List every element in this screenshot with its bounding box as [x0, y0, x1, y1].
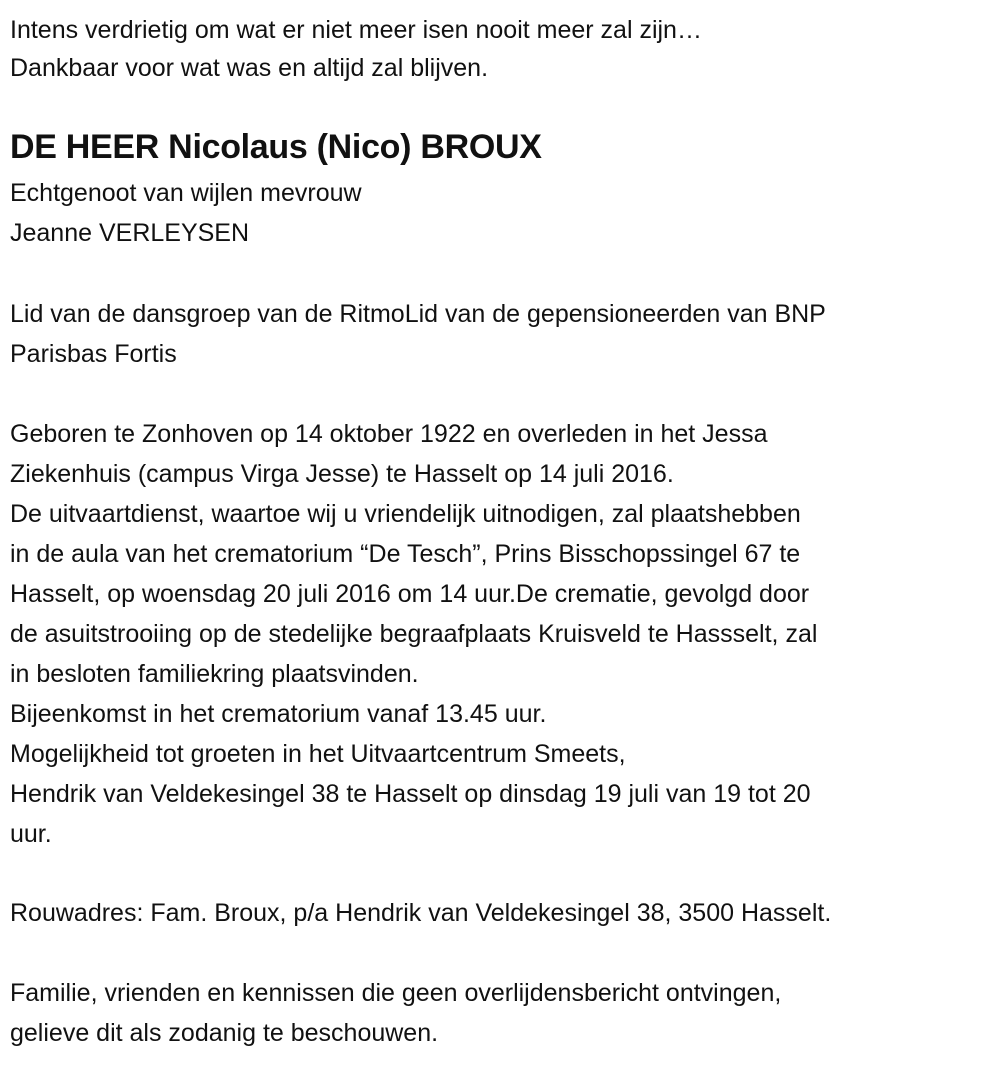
text-line: Echtgenoot van wijlen mevrouw	[10, 179, 362, 207]
text-line: Parisbas Fortis	[10, 340, 177, 368]
text-line: Hendrik van Veldekesingel 38 te Hasselt op dinsdag 19 juli van 19 tot 20	[10, 780, 811, 808]
text-line: in besloten familiekring plaatsvinden.	[10, 660, 419, 688]
text-line: Ziekenhuis (campus Virga Jesse) te Hasselt op 14 juli 2016.	[10, 460, 674, 488]
text-line: Familie, vrienden en kennissen die geen overlijdensbericht ontvingen,	[10, 979, 782, 1007]
text-line: Mogelijkheid tot groeten in het Uitvaartcentrum Smeets,	[10, 740, 626, 768]
text-line: in de aula van het crematorium “De Tesch”, Prins Bisschopssingel 67 te	[10, 540, 801, 568]
membership-text	[10, 294, 995, 374]
text-line: De uitvaartdienst, waartoe wij u vriendelijk uitnodigen, zal plaatshebben	[10, 500, 801, 528]
text-line: Geboren te Zonhoven op 14 oktober 1922 en overleden in het Jessa	[10, 420, 768, 448]
text-line: Dankbaar voor wat was en altijd zal blijven.	[10, 54, 489, 82]
text-line: Lid van de dansgroep van de RitmoLid van de gepensioneerden van BNP	[10, 300, 826, 328]
text-line: uur.	[10, 820, 52, 848]
spouse-text	[10, 173, 995, 253]
text-line: Intens verdrietig om wat er niet meer isen nooit meer zal zijn…	[10, 16, 702, 44]
text-line: gelieve dit als zodanig te beschouwen.	[10, 1019, 439, 1047]
text-line: Jeanne VERLEYSEN	[10, 219, 250, 247]
text-line: Bijeenkomst in het crematorium vanaf 13.45 uur.	[10, 700, 547, 728]
text-line: Rouwadres: Fam. Broux, p/a Hendrik van Veldekesingel 38, 3500 Hasselt.	[10, 899, 832, 927]
deceased-name-heading: DE HEER Nicolaus (Nico) BROUX	[10, 128, 542, 166]
funeral-details	[10, 414, 995, 854]
closing-text	[10, 973, 995, 1053]
text-line: Hasselt, op woensdag 20 juli 2016 om 14 uur.De crematie, gevolgd door	[10, 580, 810, 608]
mourning-address	[10, 893, 995, 933]
text-line: de asuitstrooiing op de stedelijke begraafplaats Kruisveld te Hassselt, zal	[10, 620, 818, 648]
intro-text	[10, 11, 995, 87]
